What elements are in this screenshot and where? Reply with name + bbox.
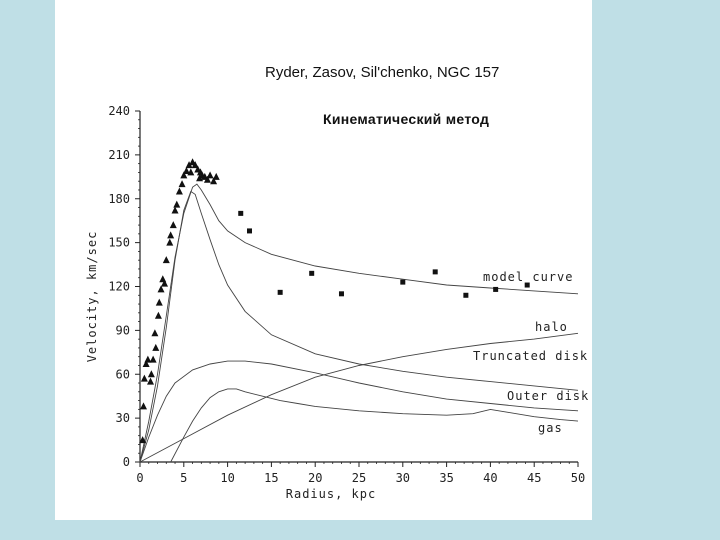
y-tick-label: 30 <box>115 411 130 426</box>
curve-truncated-disk <box>140 191 578 462</box>
x-tick-label: 35 <box>439 471 454 485</box>
inner-data-point <box>150 356 157 363</box>
x-tick-label: 10 <box>220 471 235 485</box>
x-tick-label: 20 <box>307 471 323 485</box>
x-tick-label: 40 <box>483 471 498 485</box>
rotation-curve-chart <box>55 0 592 520</box>
inner-data-point <box>207 171 214 178</box>
outer-data-point <box>309 271 314 276</box>
outer-data-point <box>433 269 438 274</box>
y-tick-label: 90 <box>115 323 130 338</box>
inner-data-point <box>155 312 162 319</box>
inner-data-point <box>163 256 170 263</box>
outer-data-point <box>493 287 498 292</box>
curve-outer-disk <box>140 361 578 462</box>
inner-data-point <box>176 187 183 194</box>
inner-data-point <box>147 378 154 385</box>
reference-caption: Ryder, Zasov, Sil'chenko, NGC 157 <box>265 64 500 81</box>
inner-data-point <box>179 180 186 187</box>
inner-data-point <box>140 402 147 409</box>
outer-data-point <box>463 293 468 298</box>
inner-data-point <box>166 239 173 246</box>
inner-data-point <box>213 173 220 180</box>
x-tick-label: 50 <box>570 471 586 485</box>
y-axis-label: Velocity, km/sec <box>85 230 99 363</box>
slide-panel <box>55 0 592 520</box>
curve-label-outer-disk: Outer disk <box>507 389 590 403</box>
outer-data-point <box>278 290 283 295</box>
y-tick-label: 150 <box>108 235 130 250</box>
curve-label-halo: halo <box>535 320 568 334</box>
inner-data-point <box>156 299 163 306</box>
inner-data-point <box>167 231 174 238</box>
x-tick-label: 0 <box>136 471 144 485</box>
curve-label-gas: gas <box>538 421 563 435</box>
curve-label-truncated-disk: Truncated disk <box>473 349 589 363</box>
x-tick-label: 5 <box>180 471 188 485</box>
curve-label-model-curve: model curve <box>483 270 574 284</box>
y-tick-label: 60 <box>115 367 130 382</box>
inner-data-point <box>170 221 177 228</box>
outer-data-point <box>247 228 252 233</box>
x-axis-label: Radius, kpc <box>285 487 377 501</box>
inner-data-point <box>141 375 148 382</box>
y-tick-label: 0 <box>122 455 130 469</box>
y-tick-label: 180 <box>108 191 130 206</box>
inner-data-point <box>151 329 158 336</box>
outer-data-point <box>238 211 243 216</box>
outer-data-point <box>339 291 344 296</box>
outer-data-point <box>400 280 405 285</box>
inner-data-point <box>152 344 159 351</box>
inner-data-point <box>148 370 155 377</box>
y-tick-label: 240 <box>108 104 130 118</box>
x-tick-label: 15 <box>264 471 279 485</box>
y-tick-label: 210 <box>108 147 130 162</box>
x-tick-label: 30 <box>395 471 411 485</box>
inner-data-point <box>173 201 180 208</box>
x-tick-label: 25 <box>351 471 367 485</box>
x-tick-label: 45 <box>526 471 542 485</box>
y-tick-label: 120 <box>108 279 130 294</box>
method-caption: Кинематический метод <box>323 111 490 127</box>
